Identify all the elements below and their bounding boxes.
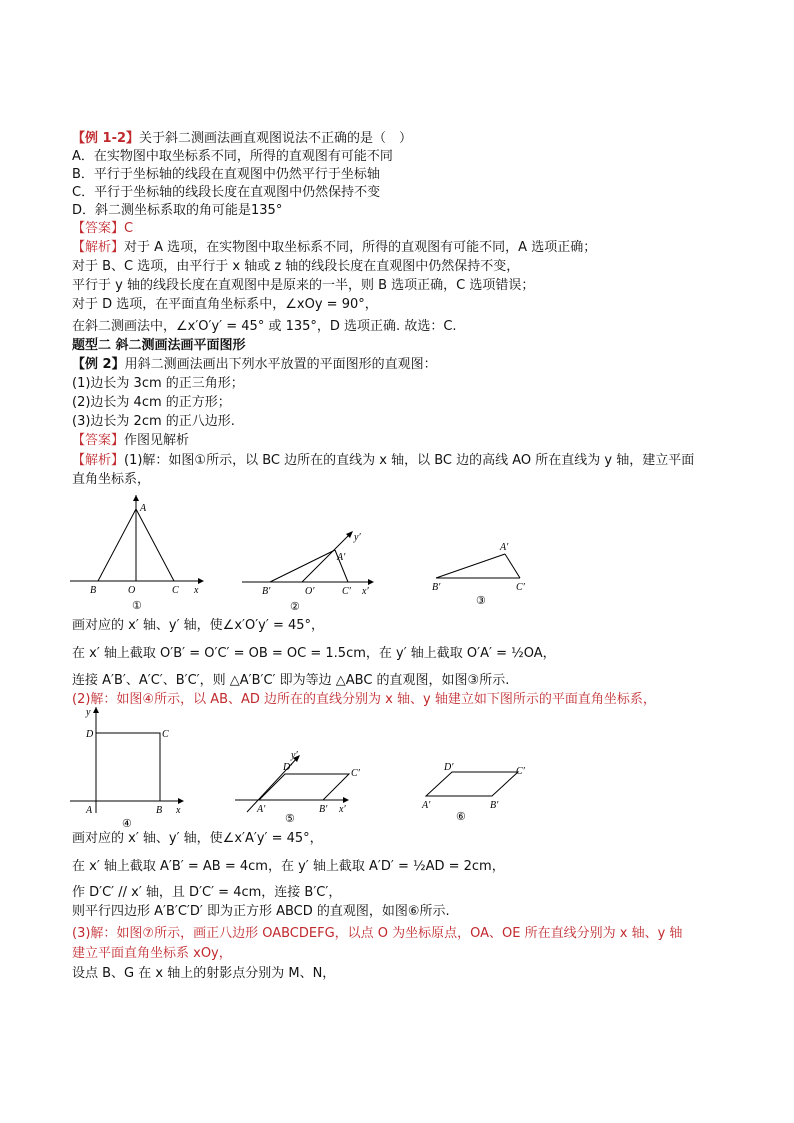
label-a-prime: A′ xyxy=(422,800,431,811)
figure-4 xyxy=(70,705,200,834)
ex2-p2b-line3: 作 D′C′ // x′ 轴，且 D′C′ = 4cm，连接 B′C′， xyxy=(72,885,342,900)
label-c-prime: C′ xyxy=(516,766,525,777)
ex2-p3-line2: 建立平面直角坐标系 xOy， xyxy=(72,946,232,961)
label-a: A xyxy=(140,503,147,514)
topic2-heading: 题型二 斜二测画法画平面图形 xyxy=(72,338,246,353)
figure-3-svg xyxy=(430,540,540,610)
label-c: C xyxy=(162,729,169,740)
figure-6-svg xyxy=(420,760,540,825)
ex2-p2b-line4: 则平行四边形 A′B′C′D′ 即为正方形 ABCD 的直观图，如图⑥所示. xyxy=(72,904,450,919)
label-x-prime: x′ xyxy=(339,804,346,815)
ex12-answer: 【答案】C xyxy=(72,221,134,236)
label-b-prime: B′ xyxy=(490,800,499,811)
option-b: B．平行于坐标轴的线段在直观图中仍然平行于坐标轴 xyxy=(72,167,380,182)
caption-6: ⑥ xyxy=(456,811,466,823)
label-d-prime: D′ xyxy=(283,762,293,773)
label-a-prime: A′ xyxy=(257,804,266,815)
ex2-p2b-line2: 在 x′ 轴上截取 A′B′ = AB = 4cm，在 y′ 轴上截取 A′D′ = ½AD = 2cm， xyxy=(72,859,505,874)
label-x: x xyxy=(194,585,199,596)
label-y-prime: y′ xyxy=(291,750,298,761)
label-x: x xyxy=(176,805,181,816)
option-c: C．平行于坐标轴的线段长度在直观图中仍然保持不变 xyxy=(72,185,381,200)
ex2-p2: (2)解：如图④所示，以 AB、AD 边所在的直线分别为 x 轴、y 轴建立如下图所示的平面直角坐标系， xyxy=(72,692,656,707)
figure-6 xyxy=(420,760,540,829)
ex2-p1-line2: 直角坐标系， xyxy=(72,472,151,487)
label-c-prime: C′ xyxy=(516,582,525,593)
figure-1-svg xyxy=(70,495,210,615)
ex12-analysis-5: 在斜二测画法中，∠x′O′y′ = 45° 或 135°，D 选项正确. 故选：C. xyxy=(72,319,457,334)
label-y-prime: y′ xyxy=(354,532,361,543)
caption-3: ③ xyxy=(476,595,486,607)
ex2-question: 【例 2】用斜二测画法画出下列水平放置的平面图形的直观图： xyxy=(72,357,437,372)
ex12-question: 【例 1-2】关于斜二测画法画直观图说法不正确的是（ ） xyxy=(72,131,413,146)
ex12-analysis-4: 对于 D 选项，在平面直角坐标系中，∠xOy = 90°， xyxy=(72,297,378,312)
label-c: C xyxy=(172,585,179,596)
ex2-p1-line1: 【解析】(1)解：如图①所示，以 BC 边所在的直线为 x 轴，以 BC 边的高线 AO 所在直线为 y 轴，建立平面 xyxy=(72,453,695,468)
label-o: O xyxy=(128,585,136,596)
label-x-prime: x′ xyxy=(362,586,369,597)
figure-4-svg xyxy=(70,705,200,830)
label-a: A xyxy=(86,805,93,816)
label-b: B xyxy=(90,585,97,596)
label-b: B xyxy=(156,805,163,816)
label-b-prime: B′ xyxy=(262,586,271,597)
label-a-prime: A′ xyxy=(500,542,509,553)
caption-1: ① xyxy=(132,600,142,612)
label-a-prime: A′ xyxy=(337,552,346,563)
ex2-item-3: (3)边长为 2cm 的正八边形. xyxy=(72,414,235,429)
figure-3 xyxy=(430,540,540,614)
label-o-prime: O′ xyxy=(305,586,315,597)
figure-2-svg xyxy=(240,530,390,615)
option-a: A．在实物图中取坐标系不同，所得的直观图有可能不同 xyxy=(72,149,393,164)
figure-5 xyxy=(235,750,370,829)
label-c-prime: C′ xyxy=(342,586,351,597)
ex12-head: 【例 1-2】 xyxy=(72,131,140,146)
label-y: y xyxy=(86,707,91,718)
ex12-analysis-2: 对于 B、C 选项，由平行于 x 轴或 z 轴的线段长度在直观图中仍然保持不变， xyxy=(72,259,520,274)
label-c-prime: C′ xyxy=(351,768,360,779)
figure-1 xyxy=(70,495,210,619)
ex2-p1b-line2: 在 x′ 轴上截取 O′B′ = O′C′ = OB = OC = 1.5cm，在 y′ 轴上截取 O′A′ = ½OA， xyxy=(72,646,556,661)
ex2-p3-line3: 设点 B、G 在 x 轴上的射影点分别为 M、N， xyxy=(72,966,336,981)
ex12-analysis-1: 【解析】对于 A 选项，在实物图中取坐标系不同，所得的直观图有可能不同，A 选项正确； xyxy=(72,240,597,255)
ex2-p1b-line3: 连接 A′B′、A′C′、B′C′，则 △A′B′C′ 即为等边 △ABC 的直观图，如图③所示. xyxy=(72,673,510,688)
figure-2 xyxy=(240,530,390,619)
label-b-prime: B′ xyxy=(319,804,328,815)
ex2-p2b-line1: 画对应的 x′ 轴、y′ 轴，使∠x′A′y′ = 45°， xyxy=(72,831,323,846)
ex2-item-2: (2)边长为 4cm 的正方形； xyxy=(72,395,231,410)
label-d-prime: D′ xyxy=(444,762,454,773)
caption-5: ⑤ xyxy=(285,813,295,825)
ex2-answer: 【答案】作图见解析 xyxy=(72,433,190,448)
ex2-item-1: (1)边长为 3cm 的正三角形； xyxy=(72,376,244,391)
figure-5-svg xyxy=(235,750,370,825)
ex2-p1b-line1: 画对应的 x′ 轴、y′ 轴，使∠x′O′y′ = 45°， xyxy=(72,618,325,633)
caption-4: ④ xyxy=(122,818,132,830)
ex12-analysis-3: 平行于 y 轴的线段长度在直观图中是原来的一半，则 B 选项正确，C 选项错误； xyxy=(72,278,535,293)
caption-2: ② xyxy=(290,601,300,613)
label-b-prime: B′ xyxy=(432,582,441,593)
ex2-p3-line1: (3)解：如图⑦所示，画正八边形 OABCDEFG，以点 O 为坐标原点，OA、OE 所在直线分别为 x 轴、y 轴 xyxy=(72,926,683,941)
option-d: D．斜二测坐标系取的角可能是135° xyxy=(72,203,283,218)
label-d: D xyxy=(86,729,94,740)
